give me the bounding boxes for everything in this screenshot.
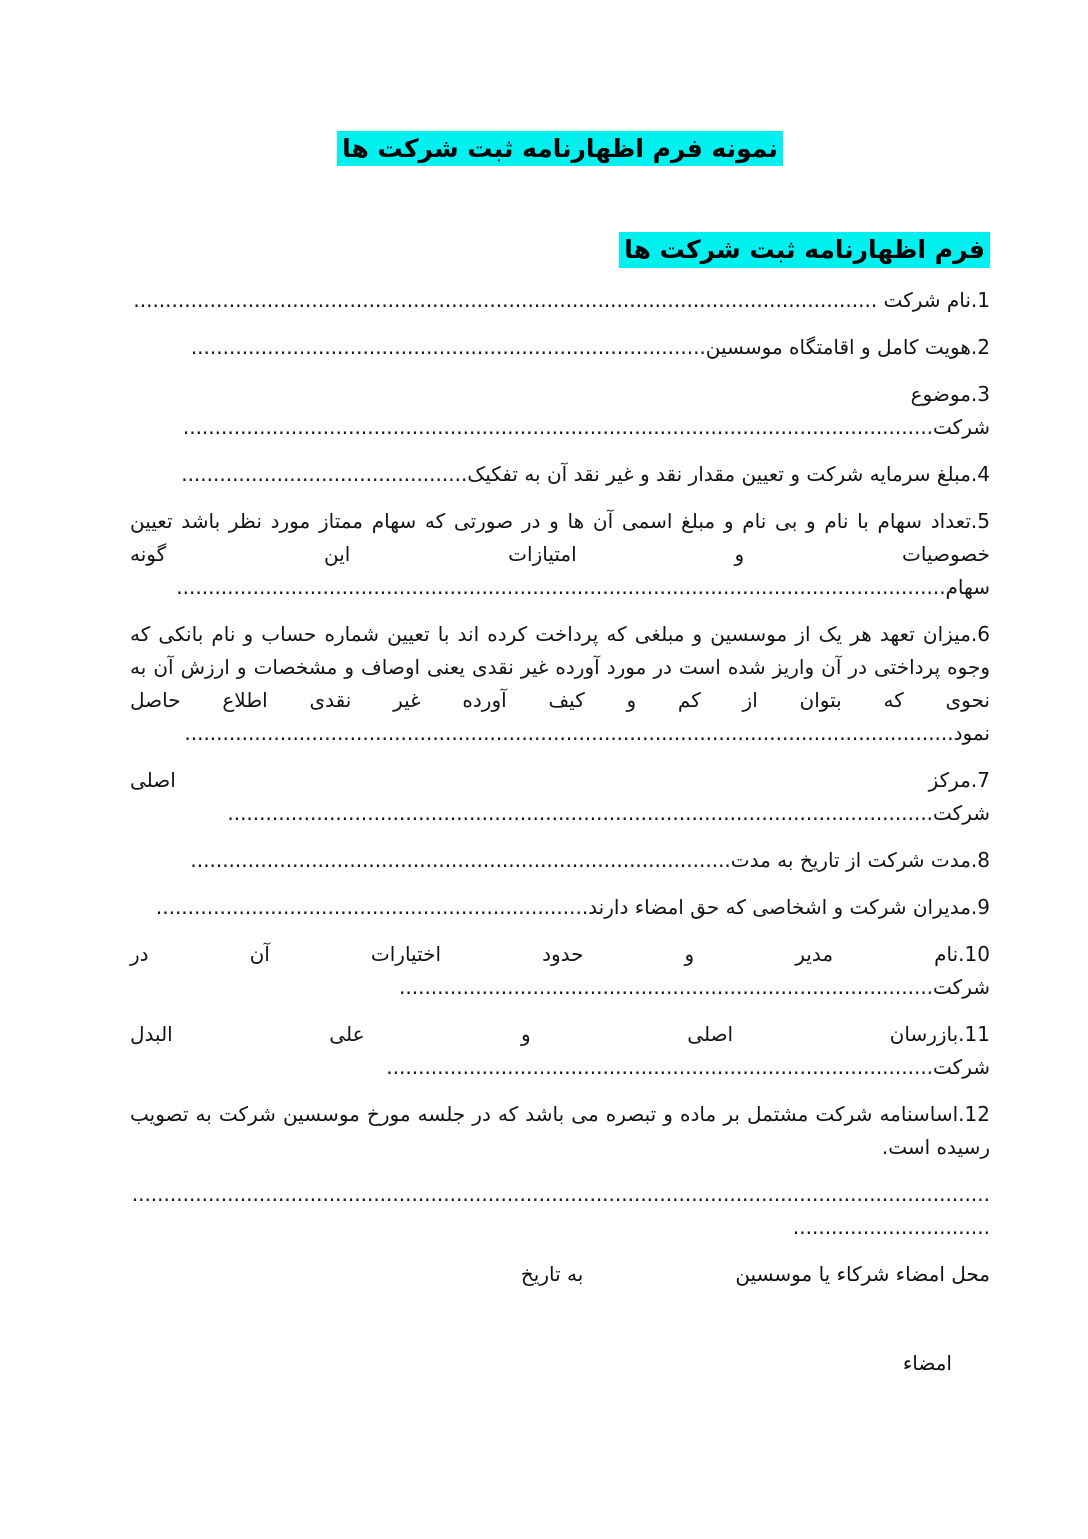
document-content	[0, 131, 1088, 1380]
form-item-3: 3.موضوع شرکت......................................................................................................................	[182, 381, 990, 439]
signature-label-row	[130, 1347, 990, 1380]
form-item-7: 7.مرکز اصلی شرکت...............................................................................................................	[130, 767, 990, 825]
form-item-6: 6.میزان تعهد هر یک از موسسین و مبلغی که پرداخت کرده اند با تعیین شماره حساب و نام بانکی که وجوه پرداختی در آن واریز شده است در مورد آورده غیر نقدی یعنی اوصاف و مشخصات و ارزش آن به نحوی که بتوان از کم و کیف آورده غیر نقدی اطلاع حاصل نمود.........................................................................................................................	[130, 621, 990, 745]
form-item-9: 9.مدیران شرکت و اشخاصی که حق امضاء دارند....................................................................	[155, 894, 990, 919]
section-heading: فرم اظهارنامه ثبت شرکت ها	[619, 232, 990, 267]
form-item-12: 12.اساسنامه شرکت مشتمل بر ماده و تبصره می باشد که در جلسه مورخ موسسین شرکت به تصویب رسیده است.	[130, 1101, 990, 1159]
form-items	[130, 284, 990, 1164]
document-page	[0, 131, 1088, 1539]
signature-date-label: به تاریخ	[520, 1261, 584, 1286]
subtitle-row	[130, 232, 990, 267]
signature-place-label: محل امضاء شرکاء یا موسسین	[735, 1261, 990, 1286]
title-row	[130, 131, 990, 166]
blank-dotted-line: ......................................................................................................................................................................	[131, 1181, 990, 1239]
form-item-8: 8.مدت شرکت از تاریخ به مدت.....................................................................................	[190, 847, 990, 872]
form-item-1: 1.نام شرکت .....................................................................................................................	[133, 287, 990, 312]
signature-row	[130, 1258, 990, 1291]
form-item-4: 4.مبلغ سرمایه شرکت و تعیین مقدار نقد و غیر نقد آن به تفکیک.............................................	[181, 461, 990, 486]
form-item-5: 5.تعداد سهام با نام و بی نام و مبلغ اسمی آن ها و در صورتی که سهام ممتاز مورد نظر باشد تعیین خصوصیات و امتیازات این گونه سهام.........................................................................................................................	[130, 508, 990, 599]
form-item-10: 10.نام مدیر و حدود اختیارات آن در شرکت....................................................................................	[130, 941, 990, 999]
form-item-2: 2.هویت کامل و اقامتگاه موسسین.................................................................................	[190, 334, 990, 359]
page-title: نمونه فرم اظهارنامه ثبت شرکت ها	[337, 131, 783, 166]
signature-label: امضاء	[902, 1350, 952, 1375]
form-item-11: 11.بازرسان اصلی و علی البدل شرکت......................................................................................	[130, 1021, 990, 1079]
